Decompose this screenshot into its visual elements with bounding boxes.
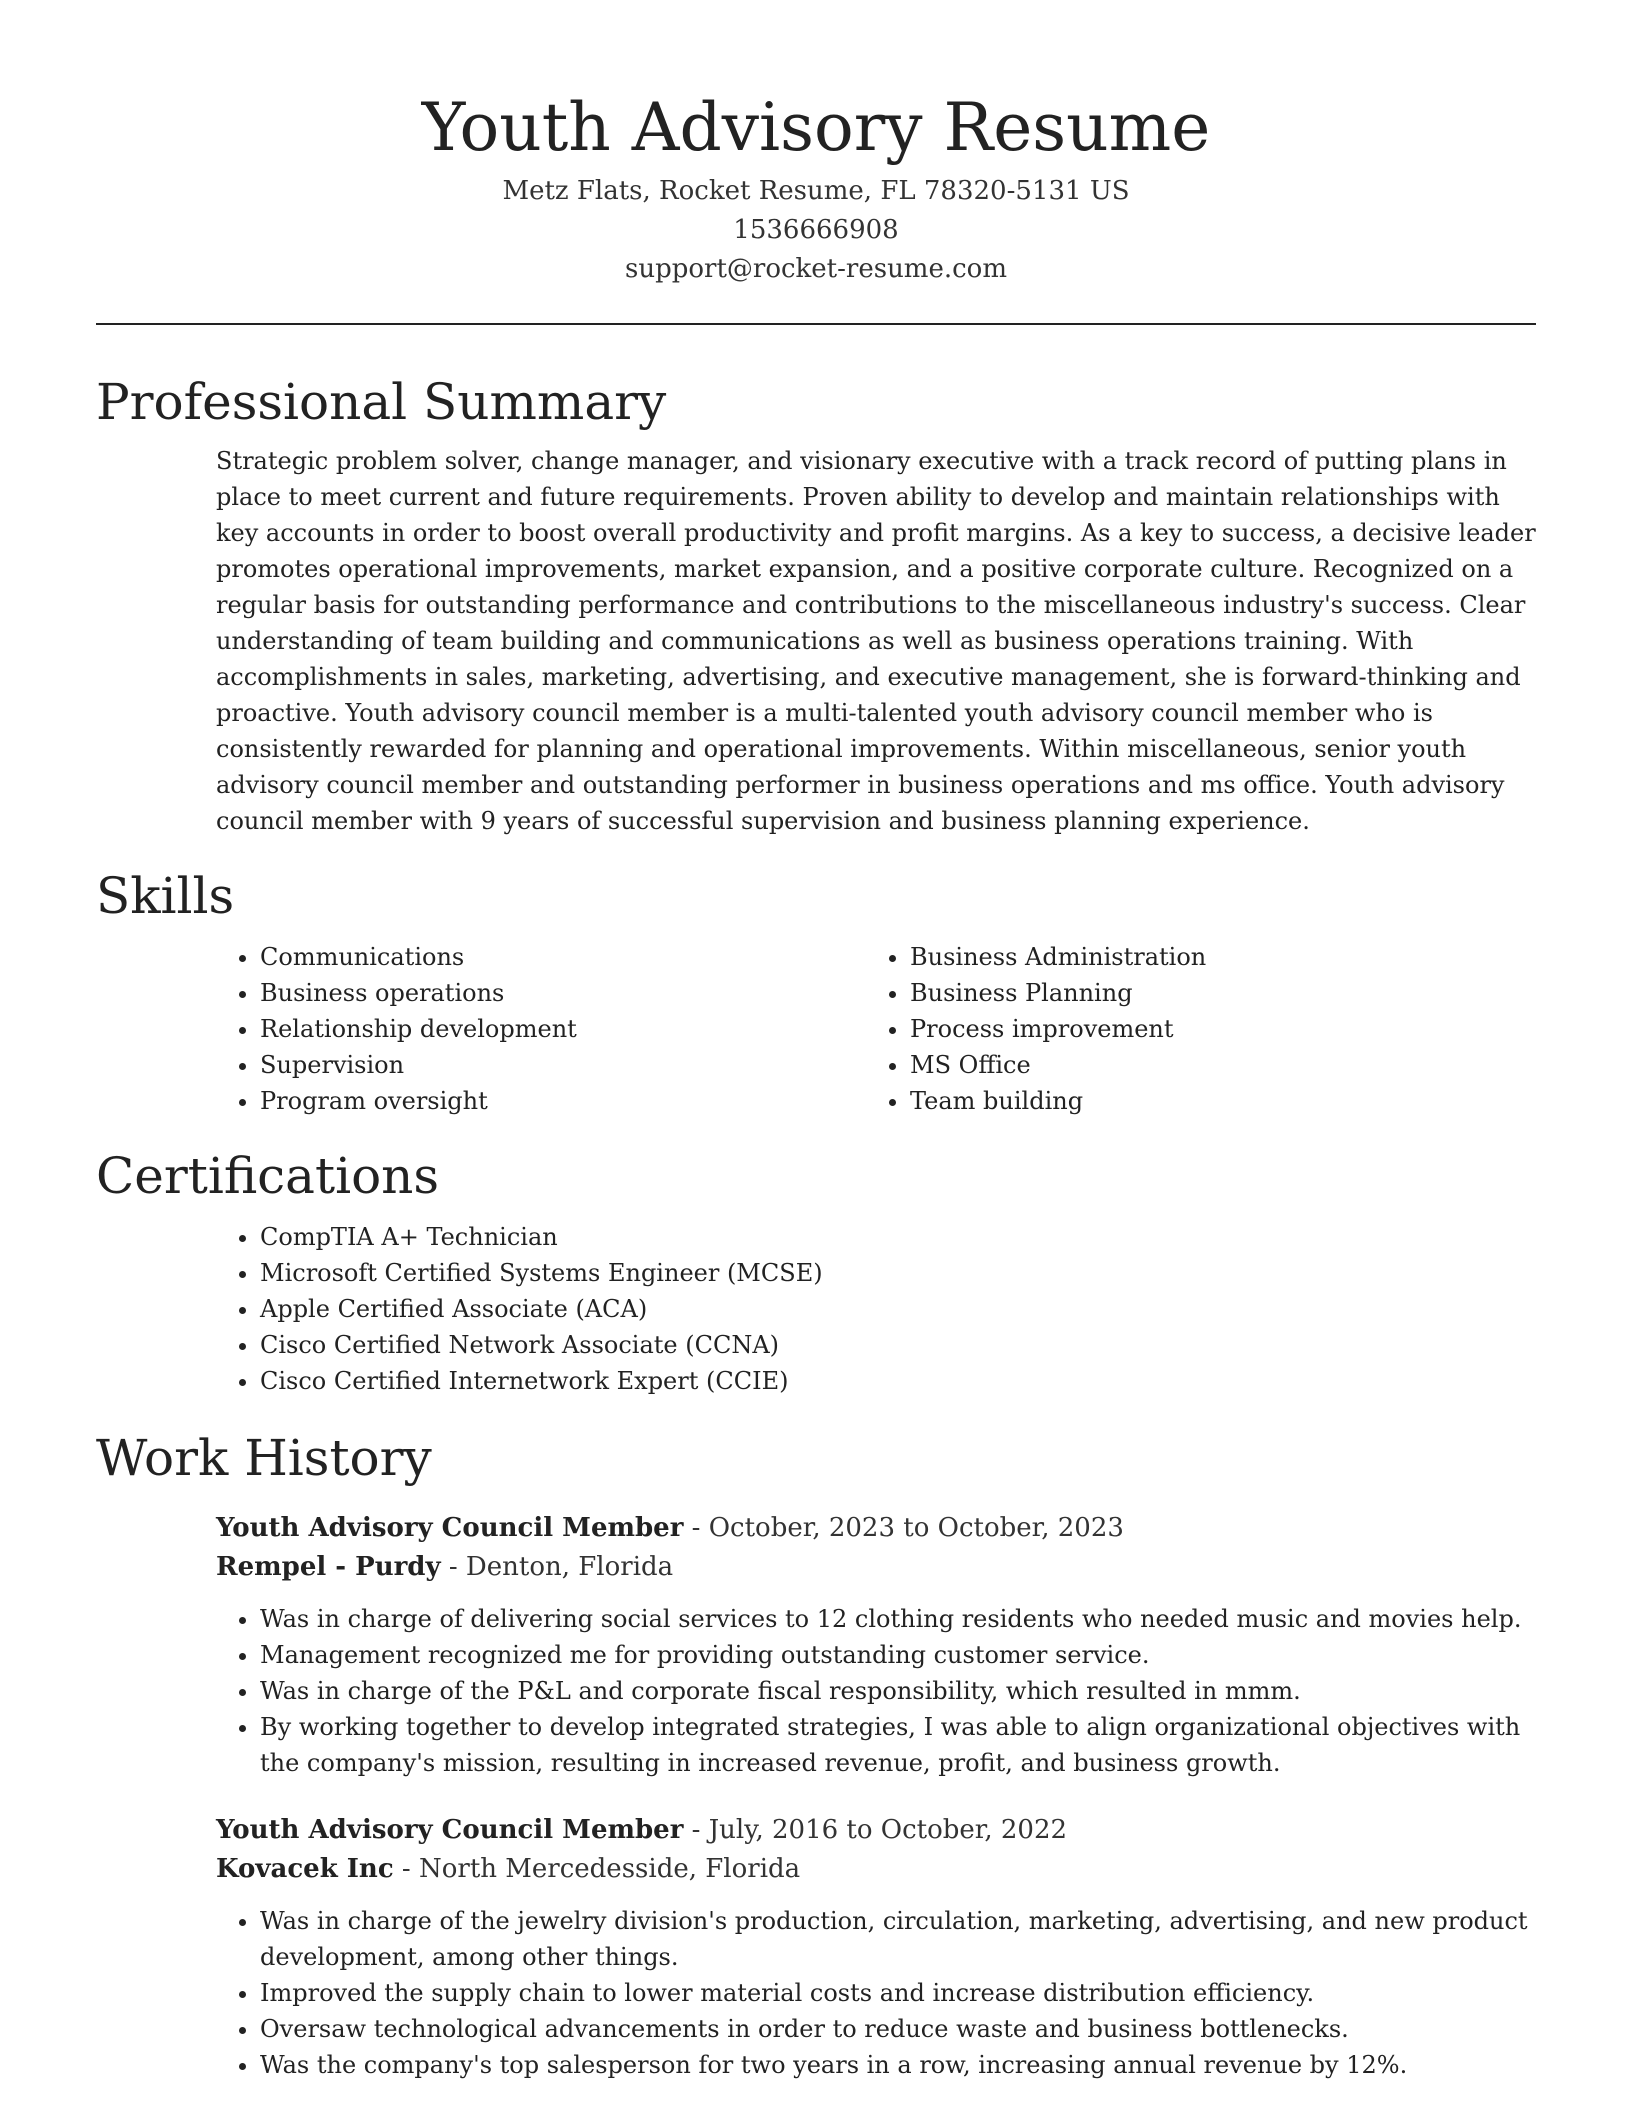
- section-title-work-history: Work History: [96, 1429, 432, 1487]
- certification-item: • Microsoft Certified Systems Engineer (MCSE): [260, 1255, 1536, 1291]
- skills-section: [96, 863, 1536, 1119]
- skills-list-left: [216, 939, 866, 1119]
- skill-item: • Business Planning: [910, 975, 1516, 1011]
- job-location: - North Mercedesside, Florida: [393, 1854, 801, 1884]
- job-bullets-wrap: [216, 1601, 1536, 1781]
- skill-item: • Program oversight: [260, 1083, 866, 1119]
- summary-text: Strategic problem solver, change manager, and visionary executive with a track record of putting plans in place to meet current and future requirements. Proven ability to develop and maintain relationships with key accounts in order to boost overall productivity and profit margins. As a key to success, a decisive leader promotes operational improvements, market expansion, and a positive corporate culture. Recognized on a regular basis for outstanding performance and contributions to the miscellaneous industry's success. Clear understanding of team building and communications as well as business operations training. With accomplishments in sales, marketing, advertising, and executive management, she is forward-thinking and proactive. Youth advisory council member is a multi-talented youth advisory council member who is consistently rewarded for planning and operational improvements. Within miscellaneous, senior youth advisory council member and outstanding performer in business operations and ms office. Youth advisory council member with 9 years of successful supervision and business planning experience.: [216, 447, 1536, 835]
- job-dates: - July, 2016 to October, 2022: [683, 1815, 1068, 1845]
- email: support@rocket-resume.com: [624, 254, 1007, 284]
- skill-item: • Process improvement: [910, 1011, 1516, 1047]
- job-bullets: [216, 1601, 1536, 1781]
- job-bullet: • Was in charge of the jewelry division's production, circulation, marketing, advertising, and new product development, among other things.: [260, 1903, 1536, 1975]
- job-company: Kovacek Inc: [216, 1854, 394, 1884]
- section-title-certifications: Certifications: [96, 1147, 440, 1205]
- job-title-line: [216, 1509, 1536, 1548]
- job-bullet: • Was in charge of the P&L and corporate fiscal responsibility, which resulted in mmm.: [260, 1673, 1536, 1709]
- skill-item: • Relationship development: [260, 1011, 866, 1047]
- skill-item: • Business operations: [260, 975, 866, 1011]
- job-entry: [216, 1509, 1536, 1781]
- skill-item: • Team building: [910, 1083, 1516, 1119]
- skills-column-right: [866, 939, 1516, 1119]
- professional-summary-section: [96, 369, 1536, 839]
- skill-item: • Supervision: [260, 1047, 866, 1083]
- certifications-list: [216, 1219, 1536, 1399]
- job-bullet: • Was in charge of delivering social services to 12 clothing residents who needed music and movies help.: [260, 1601, 1536, 1637]
- job-bullet: • Improved the supply chain to lower material costs and increase distribution efficiency.: [260, 1975, 1536, 2011]
- skills-list-right: [866, 939, 1516, 1119]
- job-company-line: [216, 1548, 1536, 1587]
- section-title-summary: Professional Summary: [96, 373, 667, 431]
- job-title-line: [216, 1811, 1536, 1850]
- certification-item: • Apple Certified Associate (ACA): [260, 1291, 1536, 1327]
- job-bullet: • Management recognized me for providing outstanding customer service.: [260, 1637, 1536, 1673]
- job-bullet: • Oversaw technological advancements in order to reduce waste and business bottlenecks.: [260, 2011, 1536, 2047]
- certifications-section: [96, 1143, 1536, 1399]
- header-divider: [96, 323, 1536, 325]
- certifications-list-wrap: [216, 1219, 1536, 1399]
- job-title: Youth Advisory Council Member: [216, 1513, 684, 1543]
- certification-item: • Cisco Certified Network Associate (CCNA): [260, 1327, 1536, 1363]
- resume-title: Youth Advisory Resume: [421, 89, 1211, 166]
- certification-item: • Cisco Certified Internetwork Expert (CCIE): [260, 1363, 1536, 1399]
- resume-header: [96, 0, 1536, 289]
- section-title-skills: Skills: [96, 867, 235, 925]
- certification-item: • CompTIA A+ Technician: [260, 1219, 1536, 1255]
- skills-grid: [216, 939, 1536, 1119]
- skills-column-left: [216, 939, 866, 1119]
- job-location: - Denton, Florida: [440, 1552, 674, 1582]
- skill-item: • MS Office: [910, 1047, 1516, 1083]
- phone: 1536666908: [733, 215, 899, 245]
- job-company: Rempel - Purdy: [216, 1552, 441, 1582]
- job-title: Youth Advisory Council Member: [216, 1815, 684, 1845]
- skill-item: • Communications: [260, 939, 866, 975]
- skill-item: • Business Administration: [910, 939, 1516, 975]
- job-company-line: [216, 1850, 1536, 1889]
- job-dates: - October, 2023 to October, 2023: [683, 1513, 1124, 1543]
- address: Metz Flats, Rocket Resume, FL 78320-5131 US: [502, 176, 1130, 206]
- job-bullets: [216, 1903, 1536, 2083]
- job-bullets-wrap: [216, 1903, 1536, 2083]
- job-bullet: • By working together to develop integrated strategies, I was able to align organizational objectives with the company's mission, resulting in increased revenue, profit, and business growth.: [260, 1709, 1536, 1781]
- job-bullet: • Was the company's top salesperson for two years in a row, increasing annual revenue by 12%.: [260, 2047, 1536, 2083]
- job-entry: [216, 1811, 1536, 2083]
- work-history-section: [96, 1425, 1536, 2083]
- resume-page: [96, 0, 1536, 2083]
